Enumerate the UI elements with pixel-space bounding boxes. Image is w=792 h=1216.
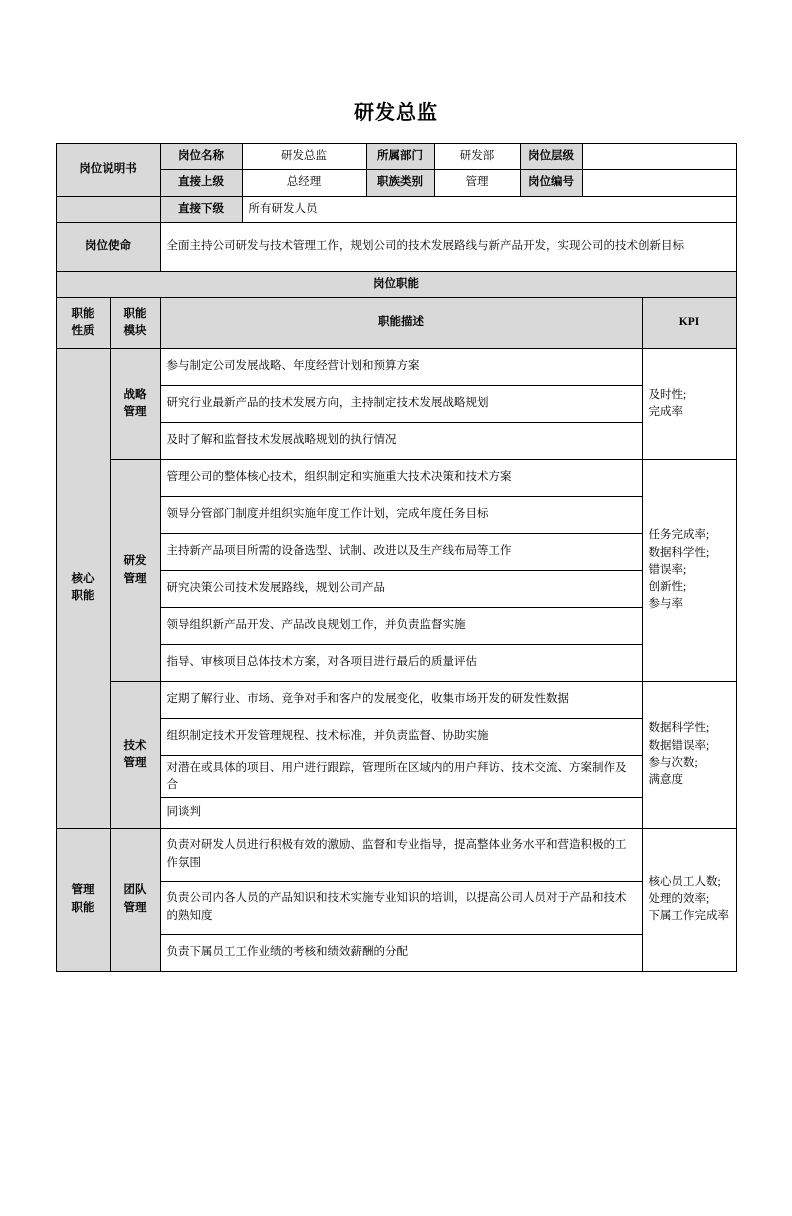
table-row xyxy=(56,828,736,881)
nature-core xyxy=(56,349,110,829)
function-item: 领导分管部门制度并组织实施年度工作计划，完成年度任务目标 xyxy=(160,497,642,534)
col-header-description: 职能描述 xyxy=(160,298,642,349)
col-header-module-line2: 模块 xyxy=(123,325,147,337)
kpi-line: 数据科学性; xyxy=(648,722,710,735)
function-item: 负责下属员工工作业绩的考核和绩效薪酬的分配 xyxy=(160,934,642,971)
kpi-line: 处理的效率; xyxy=(648,892,710,905)
function-item: 参与制定公司发展战略、年度经营计划和预算方案 xyxy=(160,349,642,386)
module-tech xyxy=(110,682,160,829)
col-header-module-line1: 职能 xyxy=(123,307,147,320)
function-item: 组织制定技术开发管理规程、技术标准，并负责监督、协助实施 xyxy=(160,719,642,756)
kpi-rd xyxy=(642,460,736,682)
col-header-nature-line2: 性质 xyxy=(71,325,95,337)
kpi-line: 参与次数; xyxy=(648,756,698,769)
field-label-direct-subordinate: 直接下级 xyxy=(160,196,242,222)
kpi-line: 满意度 xyxy=(648,774,683,786)
function-item: 及时了解和监督技术发展战略规划的执行情况 xyxy=(160,423,642,460)
field-value-job-level xyxy=(582,144,736,170)
kpi-line: 核心员工人数; xyxy=(648,875,721,888)
field-value-department: 研发部 xyxy=(434,144,520,170)
kpi-tech xyxy=(642,682,736,829)
nature-management xyxy=(56,828,110,971)
kpi-line: 及时性; xyxy=(648,388,687,401)
table-row xyxy=(56,222,736,271)
field-label-job-level: 岗位层级 xyxy=(520,144,582,170)
module-strategy-line1: 战略 xyxy=(123,388,147,401)
function-item: 管理公司的整体核心技术，组织制定和实施重大技术决策和技术方案 xyxy=(160,460,642,497)
field-label-direct-superior: 直接上级 xyxy=(160,170,242,196)
table-row xyxy=(56,682,736,719)
function-item: 对潜在或具体的项目、用户进行跟踪，管理所在区域内的用户拜访、技术交流、方案制作及合 xyxy=(160,756,642,798)
table-row xyxy=(56,144,736,170)
module-team xyxy=(110,828,160,971)
nature-management-line2: 职能 xyxy=(71,901,95,914)
field-label-job-family: 职族类别 xyxy=(366,170,434,196)
module-rd-line2: 管理 xyxy=(123,572,147,585)
mission-label: 岗位使命 xyxy=(56,222,160,271)
field-label-department: 所属部门 xyxy=(366,144,434,170)
col-header-nature-line1: 职能 xyxy=(71,307,95,320)
page-title: 研发总监 xyxy=(354,102,438,124)
table-row xyxy=(56,298,736,349)
module-tech-line1: 技术 xyxy=(123,739,147,752)
module-rd xyxy=(110,460,160,682)
document-page xyxy=(0,96,792,1216)
mission-text: 全面主持公司研发与技术管理工作，规划公司的技术发展路线与新产品开发，实现公司的技术创新目标 xyxy=(160,222,736,271)
job-description-table xyxy=(56,143,737,972)
field-value-job-name: 研发总监 xyxy=(242,144,366,170)
nature-management-line1: 管理 xyxy=(71,884,95,897)
module-team-line2: 管理 xyxy=(123,901,147,914)
kpi-line: 数据科学性; xyxy=(648,546,710,559)
function-item: 负责公司内各人员的产品知识和技术实施专业知识的培训，以提高公司人员对于产品和技术的熟知度 xyxy=(160,881,642,934)
col-header-kpi: KPI xyxy=(642,298,736,349)
module-team-line1: 团队 xyxy=(123,884,147,897)
kpi-line: 完成率 xyxy=(648,406,683,418)
spacer-cell xyxy=(56,196,160,222)
table-row xyxy=(56,196,736,222)
function-item: 研究行业最新产品的技术发展方向，主持制定技术发展战略规划 xyxy=(160,386,642,423)
kpi-line: 数据错误率; xyxy=(648,739,710,752)
module-strategy xyxy=(110,349,160,460)
module-strategy-line2: 管理 xyxy=(123,406,147,418)
module-rd-line1: 研发 xyxy=(123,555,147,568)
kpi-line: 创新性; xyxy=(648,581,687,594)
function-item: 指导、审核项目总体技术方案，对各项目进行最后的质量评估 xyxy=(160,645,642,682)
nature-core-line2: 职能 xyxy=(71,590,95,603)
kpi-line: 下属工作完成率 xyxy=(648,910,729,923)
field-value-direct-superior: 总经理 xyxy=(242,170,366,196)
col-header-module xyxy=(110,298,160,349)
nature-core-line1: 核心 xyxy=(71,573,95,585)
field-value-job-code xyxy=(582,170,736,196)
functions-section-header: 岗位职能 xyxy=(56,271,736,297)
kpi-team xyxy=(642,828,736,971)
function-item: 同谈判 xyxy=(160,797,642,828)
function-item: 研究决策公司技术发展路线，规划公司产品 xyxy=(160,571,642,608)
function-item: 主持新产品项目所需的设备选型、试制、改进以及生产线布局等工作 xyxy=(160,534,642,571)
table-row xyxy=(56,460,736,497)
table-row xyxy=(56,271,736,297)
field-label-job-code: 岗位编号 xyxy=(520,170,582,196)
module-tech-line2: 管理 xyxy=(123,756,147,769)
field-value-job-family: 管理 xyxy=(434,170,520,196)
kpi-line: 参与率 xyxy=(648,598,683,611)
table-row xyxy=(56,349,736,386)
col-header-nature xyxy=(56,298,110,349)
function-item: 负责对研发人员进行积极有效的激励、监督和专业指导，提高整体业务水平和营造积极的工作氛围 xyxy=(160,828,642,881)
field-label-job-name: 岗位名称 xyxy=(160,144,242,170)
kpi-line: 错误率; xyxy=(648,563,687,576)
field-value-direct-subordinate: 所有研发人员 xyxy=(242,196,736,222)
kpi-line: 任务完成率; xyxy=(648,529,710,542)
function-item: 定期了解行业、市场、竞争对手和客户的发展变化，收集市场开发的研发性数据 xyxy=(160,682,642,719)
job-desc-label: 岗位说明书 xyxy=(56,144,160,197)
function-item: 领导组织新产品开发、产品改良规划工作，并负责监督实施 xyxy=(160,608,642,645)
kpi-strategy xyxy=(642,349,736,460)
